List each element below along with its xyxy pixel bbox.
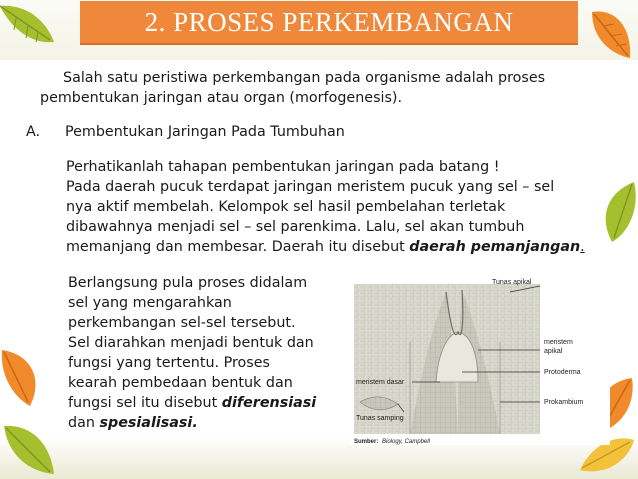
label-meristem-apikal-line1: meristem <box>544 339 573 346</box>
label-meristem-dasar: meristem dasar <box>356 379 405 386</box>
para1-line-5-text: memanjang dan membesar. Daerah itu disebut <box>66 239 410 255</box>
para1-line-5 <box>66 237 585 257</box>
para1-line-4: dibawahnya menjadi sel – sel parenkima. Lalu, sel akan tumbuh <box>66 219 525 235</box>
section-a-heading: Pembentukan Jaringan Pada Tumbuhan <box>65 124 345 140</box>
figure-source-label: Sumber: <box>354 439 379 445</box>
para2-line-6: kearah pembedaan bentuk dan <box>68 375 293 391</box>
term-diferensiasi: diferensiasi <box>221 395 317 411</box>
section-a-marker: A. <box>26 124 41 140</box>
para2-line-5: fungsi yang tertentu. Proses <box>68 355 270 371</box>
para2-line-7-text: fungsi sel itu disebut <box>68 395 222 411</box>
term-daerah-pemanjangan: daerah pemanjangan <box>409 239 581 255</box>
intro-line-2: pembentukan jaringan atau organ (morfogenesis). <box>40 90 403 106</box>
para2-line-2: sel yang mengarahkan <box>68 295 232 311</box>
para1-line-5-end: . <box>580 239 585 255</box>
para2-line-1: Berlangsung pula proses didalam <box>68 275 308 291</box>
intro-line-1: Salah satu peristiwa perkembangan pada organisme adalah proses <box>63 70 546 86</box>
figure-source-text: Biology, Campbell <box>382 439 430 445</box>
para1-line-3: nya aktif membelah. Kelompok sel hasil pembelahan terletak <box>66 199 506 215</box>
shoot-apex-micrograph <box>350 272 610 445</box>
label-meristem-apikal-line2: apikal <box>544 348 563 355</box>
para2-line-8-text: dan <box>68 415 100 431</box>
para1-line-1: Perhatikanlah tahapan pembentukan jaringan pada batang ! <box>66 159 500 175</box>
label-tunas-samping: Tunas samping <box>356 415 404 422</box>
label-prokambium: Prokambium <box>544 399 584 406</box>
para2-line-8-end: . <box>192 415 198 431</box>
para2-line-3: perkembangan sel-sel tersebut. <box>68 315 296 331</box>
para2-line-8 <box>68 413 198 433</box>
label-protoderma: Protoderma <box>544 369 581 376</box>
term-spesialisasi: spesialisasi <box>99 415 193 431</box>
para2-line-7 <box>68 393 316 413</box>
para1-line-2: Pada daerah pucuk terdapat jaringan meristem pucuk yang sel – sel <box>66 179 555 195</box>
slide-title: 2. PROSES PERKEMBANGAN <box>144 6 514 37</box>
para2-line-4: Sel diarahkan menjadi bentuk dan <box>68 335 314 351</box>
label-tunas-apikal: Tunas apikal <box>492 279 532 286</box>
